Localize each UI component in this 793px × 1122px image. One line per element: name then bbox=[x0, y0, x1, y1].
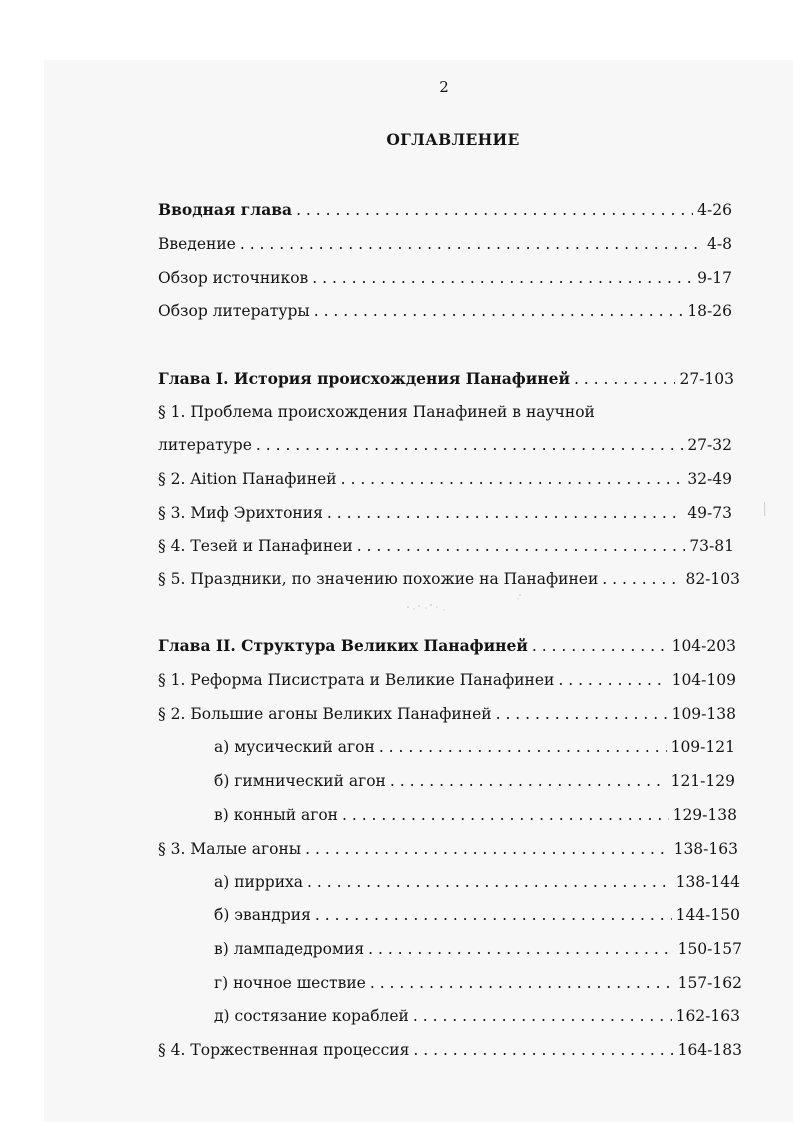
toc-chapter2-subitem bbox=[214, 871, 740, 893]
dot-leader bbox=[305, 838, 669, 860]
toc-intro-heading bbox=[158, 199, 732, 221]
dot-leader bbox=[296, 199, 693, 221]
toc-pages: 109-121 bbox=[670, 738, 735, 756]
toc-label: § 2. Большие агоны Великих Панафиней bbox=[158, 705, 492, 723]
page-title: ОГЛАВЛЕНИЕ bbox=[386, 130, 520, 149]
dot-leader bbox=[532, 635, 668, 657]
toc-pages: 144-150 bbox=[675, 906, 740, 924]
toc-label: а) мусический агон bbox=[214, 738, 375, 756]
toc-label: б) эвандрия bbox=[214, 906, 311, 924]
toc-intro-item bbox=[158, 267, 732, 289]
dot-leader bbox=[341, 468, 684, 490]
toc-pages: 4-26 bbox=[697, 201, 732, 219]
toc-label: Глава I. История происхождения Панафиней bbox=[158, 369, 570, 388]
dot-leader bbox=[314, 300, 684, 322]
toc-pages: 104-203 bbox=[671, 637, 736, 655]
dot-leader bbox=[574, 368, 676, 390]
toc-chapter2-subitem bbox=[214, 1005, 740, 1027]
toc-chapter1-item bbox=[158, 502, 732, 524]
toc-chapter2-heading bbox=[158, 635, 736, 657]
dot-leader bbox=[327, 502, 683, 524]
toc-pages: 109-138 bbox=[671, 705, 736, 723]
toc-label: Глава II. Структура Великих Панафиней bbox=[158, 636, 528, 655]
toc-chapter2-item bbox=[158, 1039, 742, 1061]
toc-label: б) гимнический агон bbox=[214, 772, 386, 790]
toc-pages: 138-144 bbox=[675, 873, 740, 891]
toc-chapter2-item bbox=[158, 838, 738, 860]
toc-label: в) конный агон bbox=[214, 806, 338, 824]
toc-label: в) лампадедромия bbox=[214, 940, 365, 958]
toc-chapter1-item bbox=[158, 535, 734, 557]
toc-label: § 1. Реформа Писистрата и Великие Панафинеи bbox=[158, 671, 555, 689]
toc-pages: 9-17 bbox=[697, 269, 732, 287]
toc-chapter2-subitem bbox=[214, 972, 742, 994]
toc-label: § 4. Тезей и Панафинеи bbox=[158, 537, 353, 555]
dot-leader bbox=[496, 703, 668, 725]
toc-pages: 138-163 bbox=[673, 840, 738, 858]
toc-pages: 4-8 bbox=[707, 235, 732, 253]
dot-leader bbox=[370, 972, 674, 994]
toc-label: § 3. Малые агоны bbox=[158, 840, 302, 858]
toc-chapter1-heading bbox=[158, 368, 734, 390]
toc-pages: 150-157 bbox=[677, 940, 742, 958]
dot-leader bbox=[379, 736, 667, 758]
toc-pages: 82-103 bbox=[685, 570, 740, 588]
toc-intro-item bbox=[158, 300, 732, 322]
dot-leader bbox=[368, 938, 673, 960]
toc-label: § 4. Торжественная процессия bbox=[158, 1041, 410, 1059]
dot-leader bbox=[357, 535, 686, 557]
toc-label: г) ночное шествие bbox=[214, 974, 366, 992]
toc-chapter2-subitem bbox=[214, 804, 737, 826]
toc-label: литературе bbox=[158, 436, 252, 454]
dot-leader bbox=[312, 267, 693, 289]
dot-leader bbox=[413, 1039, 673, 1061]
toc-label: а) пирриха bbox=[214, 873, 304, 891]
toc-pages: 32-49 bbox=[687, 470, 732, 488]
dot-leader bbox=[240, 233, 703, 255]
toc-chapter1-item bbox=[158, 434, 732, 456]
toc-intro-item bbox=[158, 233, 732, 255]
toc-label: § 5. Праздники, по значению похожие на Панафинеи bbox=[158, 570, 599, 588]
dot-leader bbox=[413, 1005, 672, 1027]
toc-chapter2-item bbox=[158, 669, 736, 691]
toc-pages: 49-73 bbox=[687, 504, 732, 522]
dot-leader bbox=[390, 770, 667, 792]
toc-pages: 121-129 bbox=[670, 772, 735, 790]
toc-pages: 104-109 bbox=[671, 671, 736, 689]
toc-label: д) состязание кораблей bbox=[214, 1007, 409, 1025]
dot-leader bbox=[315, 904, 672, 926]
toc-label: Введение bbox=[158, 235, 236, 253]
toc-pages: 162-163 bbox=[675, 1007, 740, 1025]
toc-label: § 3. Миф Эрихтония bbox=[158, 504, 323, 522]
toc-label: Обзор литературы bbox=[158, 302, 310, 320]
toc-chapter1-item bbox=[158, 568, 740, 590]
toc-chapter1-item bbox=[158, 468, 732, 490]
dot-leader bbox=[558, 669, 667, 691]
dot-leader bbox=[307, 871, 672, 893]
toc-chapter2-subitem bbox=[214, 770, 735, 792]
toc-label: Обзор источников bbox=[158, 269, 309, 287]
page-number: 2 bbox=[439, 78, 449, 96]
toc-pages: 157-162 bbox=[677, 974, 742, 992]
toc-chapter2-subitem bbox=[214, 904, 740, 926]
dot-leader bbox=[342, 804, 669, 826]
toc-pages: 129-138 bbox=[672, 806, 737, 824]
toc-label: § 2. Aition Панафиней bbox=[158, 470, 337, 488]
toc-pages: 18-26 bbox=[687, 302, 732, 320]
toc-pages: 27-103 bbox=[679, 370, 734, 388]
toc-chapter2-subitem bbox=[214, 736, 735, 758]
toc-chapter2-item bbox=[158, 703, 736, 725]
dot-leader bbox=[602, 568, 681, 590]
toc-chapter1-item-line1: § 1. Проблема происхождения Панафиней в научной bbox=[158, 403, 595, 421]
dot-leader bbox=[256, 434, 683, 456]
toc-pages: 73-81 bbox=[689, 537, 734, 555]
toc-chapter2-subitem bbox=[214, 938, 742, 960]
toc-pages: 27-32 bbox=[687, 436, 732, 454]
toc-label: Вводная глава bbox=[158, 200, 293, 219]
toc-pages: 164-183 bbox=[677, 1041, 742, 1059]
